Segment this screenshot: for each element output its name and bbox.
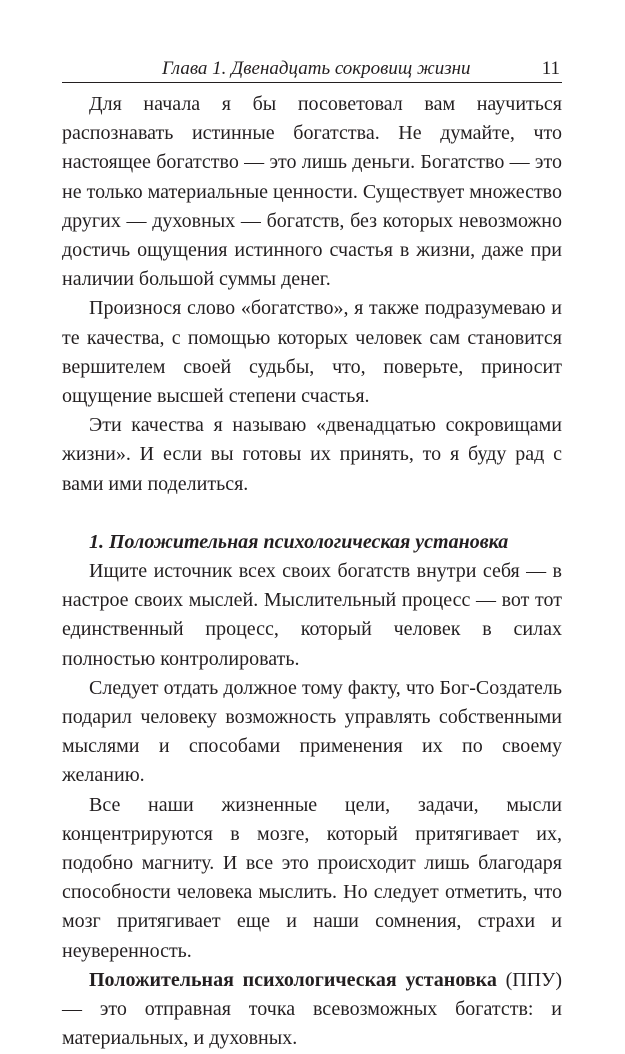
- paragraph: Следует отдать должное тому факту, что Бог-Создатель подарил человеку возможность управлять собственными мыслями и способами применения их по своему желанию.: [62, 676, 562, 787]
- paragraph: Все наши жизненные цели, задачи, мысли концентрируются в мозге, который притягивает их, подобно магниту. И все это происходит лишь благодаря способности человека мыслить. Но следует отметить, что мозг притягивает еще и наши сомнения, страхи и неуверенность.: [62, 793, 562, 962]
- page-number: 11: [541, 58, 560, 79]
- paragraph: Для начала я бы посоветовал вам научиться распознавать истинные богатства. Не думайте, что настоящее богатство — это лишь деньги. Богатство — это не только материальные ценности. Существует множество других — духовных — богатств, без которых невозможно достичь ощущения истинного счастья в жизни, даже при наличии большой суммы денег.: [62, 93, 562, 291]
- running-header: [62, 52, 562, 83]
- section-heading: 1. Положительная психологическая установка: [89, 530, 509, 553]
- bold-term: Положительная психологическая установка: [89, 968, 497, 991]
- chapter-title: Глава 1. Двенадцать сокровищ жизни: [162, 58, 471, 79]
- paragraph-final: [62, 966, 562, 1054]
- paragraph: Произнося слово «богатство», я также подразумеваю и те качества, с помощью которых человек сам становится вершителем своей судьбы, что, поверьте, приносит ощущение высшей степени счастья.: [62, 297, 562, 408]
- paragraph: Эти качества я называю «двенадцатью сокровищами жизни». И если вы готовы их принять, то я буду рад с вами ими поделиться.: [62, 414, 562, 495]
- page-body: [62, 90, 562, 1054]
- paragraph-text: (ППУ) — это отправная точка всевозможных богатств: и материальных, и духовных.: [62, 968, 562, 1050]
- paragraph: Ищите источник всех своих богатств внутри себя — в настрое своих мыслей. Мыслительный процесс — вот тот единственный процесс, который человек в силах полностью контролировать.: [62, 560, 562, 670]
